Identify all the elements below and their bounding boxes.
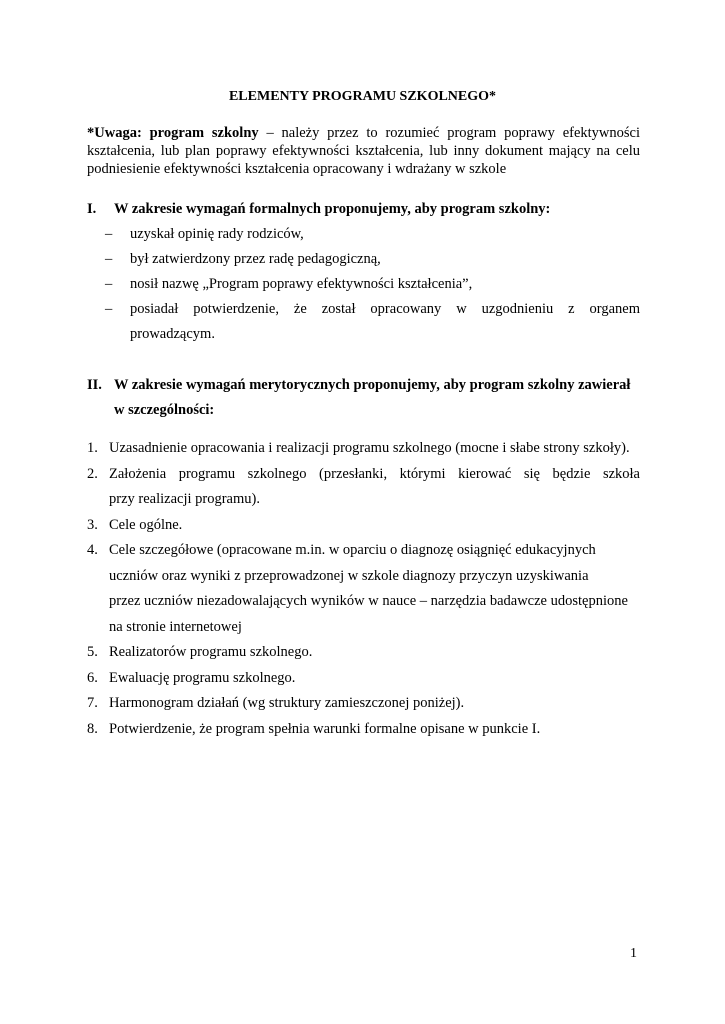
dash-bullet: –: [105, 276, 113, 292]
list-item-text-line-3: przez uczniów niezadowalających wyników w nauce – narzędzia badawcze udostępnione: [109, 593, 628, 609]
section-2-numeral: II.: [87, 377, 102, 393]
note-bold-lead: *Uwaga: program szkolny: [87, 125, 259, 141]
list-item: [87, 538, 640, 640]
list-item-text-line-1: Cele szczegółowe (opracowane m.in. w oparciu o diagnozę osiągnięć edukacyjnych: [109, 542, 596, 558]
note-line-2: kształcenia, lub plan poprawy efektywności kształcenia, lub inny dokument mający na celu: [87, 143, 640, 159]
item-number: 4.: [87, 542, 98, 558]
section-1-heading-text: W zakresie wymagań formalnych proponujemy, aby program szkolny:: [114, 201, 551, 217]
list-item-text: uzyskał opinię rady rodziców,: [130, 226, 304, 242]
list-item-text-line-1: posiadał potwierdzenie, że został opracowany w uzgodnieniu z organem: [130, 301, 640, 317]
definition-note: [87, 124, 640, 178]
dash-bullet: –: [105, 251, 113, 267]
dash-bullet: –: [105, 226, 113, 242]
list-item-text: Realizatorów programu szkolnego.: [109, 644, 313, 660]
list-item-text-line-4: na stronie internetowej: [109, 618, 242, 635]
list-item-text: Uzasadnienie opracowania i realizacji programu szkolnego (mocne i słabe strony szkoły).: [109, 440, 630, 456]
list-item-text-line-2: prowadzącym.: [130, 326, 215, 342]
section-2-heading: [87, 373, 647, 425]
substantive-requirements-list: [87, 436, 640, 742]
list-item-text: Ewaluację programu szkolnego.: [109, 669, 296, 686]
document-title: ELEMENTY PROGRAMU SZKOLNEGO*: [228, 89, 497, 104]
list-item-text: Potwierdzenie, że program spełnia warunki formalne opisane w punkcie I.: [109, 720, 541, 737]
list-item: [87, 640, 640, 666]
item-number: 8.: [87, 720, 98, 737]
list-item-text-line-2: przy realizacji programu).: [109, 491, 260, 507]
section-2-heading-line-2: w szczególności:: [114, 402, 215, 418]
item-number: 7.: [87, 695, 98, 711]
list-item-text: Cele ogólne.: [109, 516, 183, 533]
note-line-1: [87, 124, 640, 142]
list-item-text: był zatwierdzony przez radę pedagogiczną,: [130, 251, 381, 267]
list-item: [87, 717, 640, 743]
list-item: [87, 462, 640, 513]
list-item-text: Harmonogram działań (wg struktury zamieszczonej poniżej).: [109, 695, 465, 711]
item-number: 2.: [87, 465, 98, 482]
item-number: 6.: [87, 669, 98, 686]
list-item: [87, 436, 640, 462]
section-2-heading-line-1: W zakresie wymagań merytorycznych proponujemy, aby program szkolny zawierał: [114, 377, 631, 393]
formal-requirements-list: [105, 222, 640, 347]
section-1-numeral: I.: [87, 201, 97, 217]
item-number: 5.: [87, 644, 98, 660]
item-number: 1.: [87, 440, 98, 456]
note-line-3: podniesienie efektywności kształcenia opracowany i wdrażany w szkole: [87, 161, 507, 177]
list-item: [87, 666, 640, 692]
note-line-1-rest: – należy przez to rozumieć program poprawy efektywności: [258, 125, 640, 141]
page-number: 1: [630, 946, 637, 961]
list-item-text-line-1: Założenia programu szkolnego (przesłanki, którymi kierować się będzie szkoła: [109, 465, 640, 482]
list-item: [105, 247, 640, 272]
list-item-text-line-2: uczniów oraz wyniki z przeprowadzonej w szkole diagnozy przyczyn uzyskiwania: [109, 567, 589, 584]
list-item: [105, 272, 640, 297]
item-number: 3.: [87, 516, 98, 533]
list-item: [105, 222, 640, 247]
list-item: [87, 691, 640, 717]
list-item-text: nosił nazwę „Program poprawy efektywności kształcenia”,: [130, 276, 473, 292]
list-item: [87, 513, 640, 539]
dash-bullet: –: [105, 301, 113, 317]
list-item: [105, 297, 640, 347]
